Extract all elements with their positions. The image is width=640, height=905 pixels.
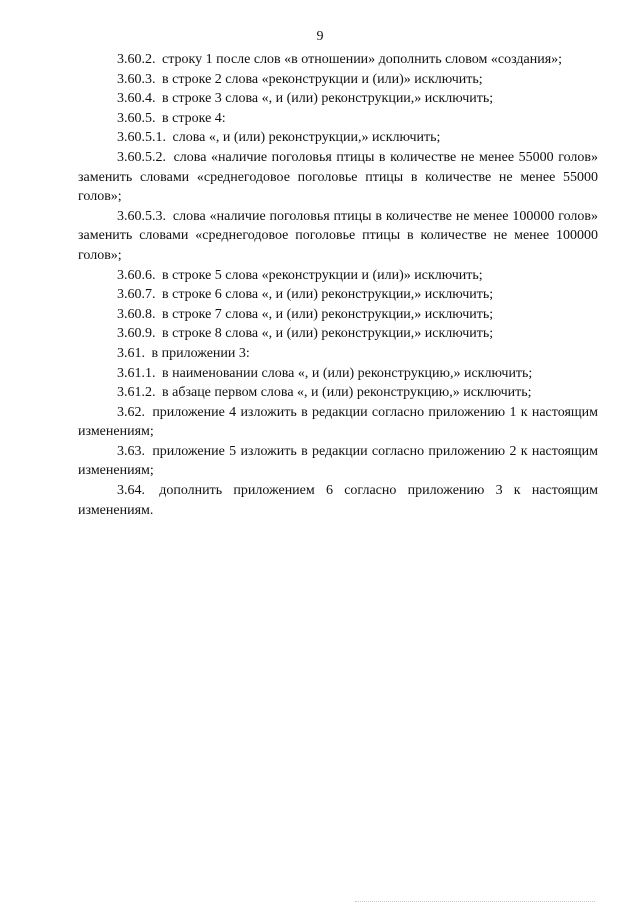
paragraph-3-60-4 xyxy=(78,89,598,109)
paragraph-3-60-5-1 xyxy=(78,128,598,148)
scan-artifact-line xyxy=(355,901,595,904)
paragraph-text: в строке 7 слова «, и (или) реконструкции,» исключить; xyxy=(162,306,494,322)
paragraph-number: 3.63. xyxy=(117,443,145,459)
paragraph-3-60-6 xyxy=(78,266,598,286)
paragraph-3-61-1 xyxy=(78,364,598,384)
paragraph-number: 3.60.7. xyxy=(117,287,156,303)
paragraph-3-61 xyxy=(78,344,598,364)
paragraph-number: 3.60.5. xyxy=(117,110,156,126)
paragraph-text: в строке 4: xyxy=(162,110,226,126)
paragraph-text: дополнить приложением 6 согласно приложению 3 к настоящим изменениям. xyxy=(78,483,598,518)
paragraph-3-61-2 xyxy=(78,383,598,403)
paragraph-number: 3.61.1. xyxy=(117,365,156,381)
paragraph-3-60-9 xyxy=(78,324,598,344)
paragraph-text: в строке 8 слова «, и (или) реконструкции,» исключить; xyxy=(162,326,494,342)
paragraph-number: 3.60.3. xyxy=(117,71,156,87)
paragraph-number: 3.60.9. xyxy=(117,326,156,342)
document-body xyxy=(78,50,598,520)
paragraph-number: 3.61.2. xyxy=(117,385,156,401)
paragraph-3-63 xyxy=(78,442,598,481)
paragraph-number: 3.60.2. xyxy=(117,52,156,67)
paragraph-text: в строке 2 слова «реконструкции и (или)» исключить; xyxy=(162,71,483,87)
paragraph-number: 3.60.5.2. xyxy=(117,149,166,165)
paragraph-number: 3.60.6. xyxy=(117,267,156,283)
paragraph-3-62 xyxy=(78,403,598,442)
paragraph-text: слова «наличие поголовья птицы в количестве не менее 100000 голов» заменить словами «среднегодовое поголовье птицы в количестве не менее 100000 голов»; xyxy=(78,208,599,263)
paragraph-3-60-5-3 xyxy=(78,207,598,266)
paragraph-number: 3.64. xyxy=(117,483,145,499)
paragraph-3-60-5 xyxy=(78,109,598,129)
paragraph-number: 3.62. xyxy=(117,404,145,420)
paragraph-3-60-8 xyxy=(78,305,598,325)
paragraph-number: 3.60.5.3. xyxy=(117,208,166,224)
paragraph-text: приложение 5 изложить в редакции согласно приложению 2 к настоящим изменениям; xyxy=(78,443,599,479)
page-number: 9 xyxy=(316,29,324,44)
paragraph-number: 3.60.4. xyxy=(117,91,156,107)
paragraph-3-60-2 xyxy=(78,50,598,70)
paragraph-text: слова «наличие поголовья птицы в количестве не менее 55000 голов» заменить словами «среднегодовое поголовье птицы в количестве не менее 55000 голов»; xyxy=(78,149,599,205)
paragraph-number: 3.60.5.1. xyxy=(117,130,166,146)
paragraph-text: в наименовании слова «, и (или) реконструкцию,» исключить; xyxy=(162,365,533,381)
paragraph-text: в строке 3 слова «, и (или) реконструкции,» исключить; xyxy=(162,91,494,107)
paragraph-text: в строке 6 слова «, и (или) реконструкции,» исключить; xyxy=(162,287,494,303)
paragraph-3-60-3 xyxy=(78,70,598,90)
paragraph-text: в строке 5 слова «реконструкции и (или)» исключить; xyxy=(162,267,483,283)
paragraph-3-64 xyxy=(78,481,598,520)
paragraph-text: строку 1 после слов «в отношении» дополнить словом «создания»; xyxy=(162,52,563,67)
paragraph-text: слова «, и (или) реконструкции,» исключить; xyxy=(172,130,441,146)
paragraph-number: 3.60.8. xyxy=(117,306,156,322)
paragraph-number: 3.61. xyxy=(117,345,145,361)
paragraph-text: приложение 4 изложить в редакции согласно приложению 1 к настоящим изменениям; xyxy=(78,404,599,440)
paragraph-3-60-5-2 xyxy=(78,148,598,207)
paragraph-3-60-7 xyxy=(78,285,598,305)
paragraph-text: в приложении 3: xyxy=(151,345,250,361)
paragraph-text: в абзаце первом слова «, и (или) реконструкцию,» исключить; xyxy=(162,385,532,401)
